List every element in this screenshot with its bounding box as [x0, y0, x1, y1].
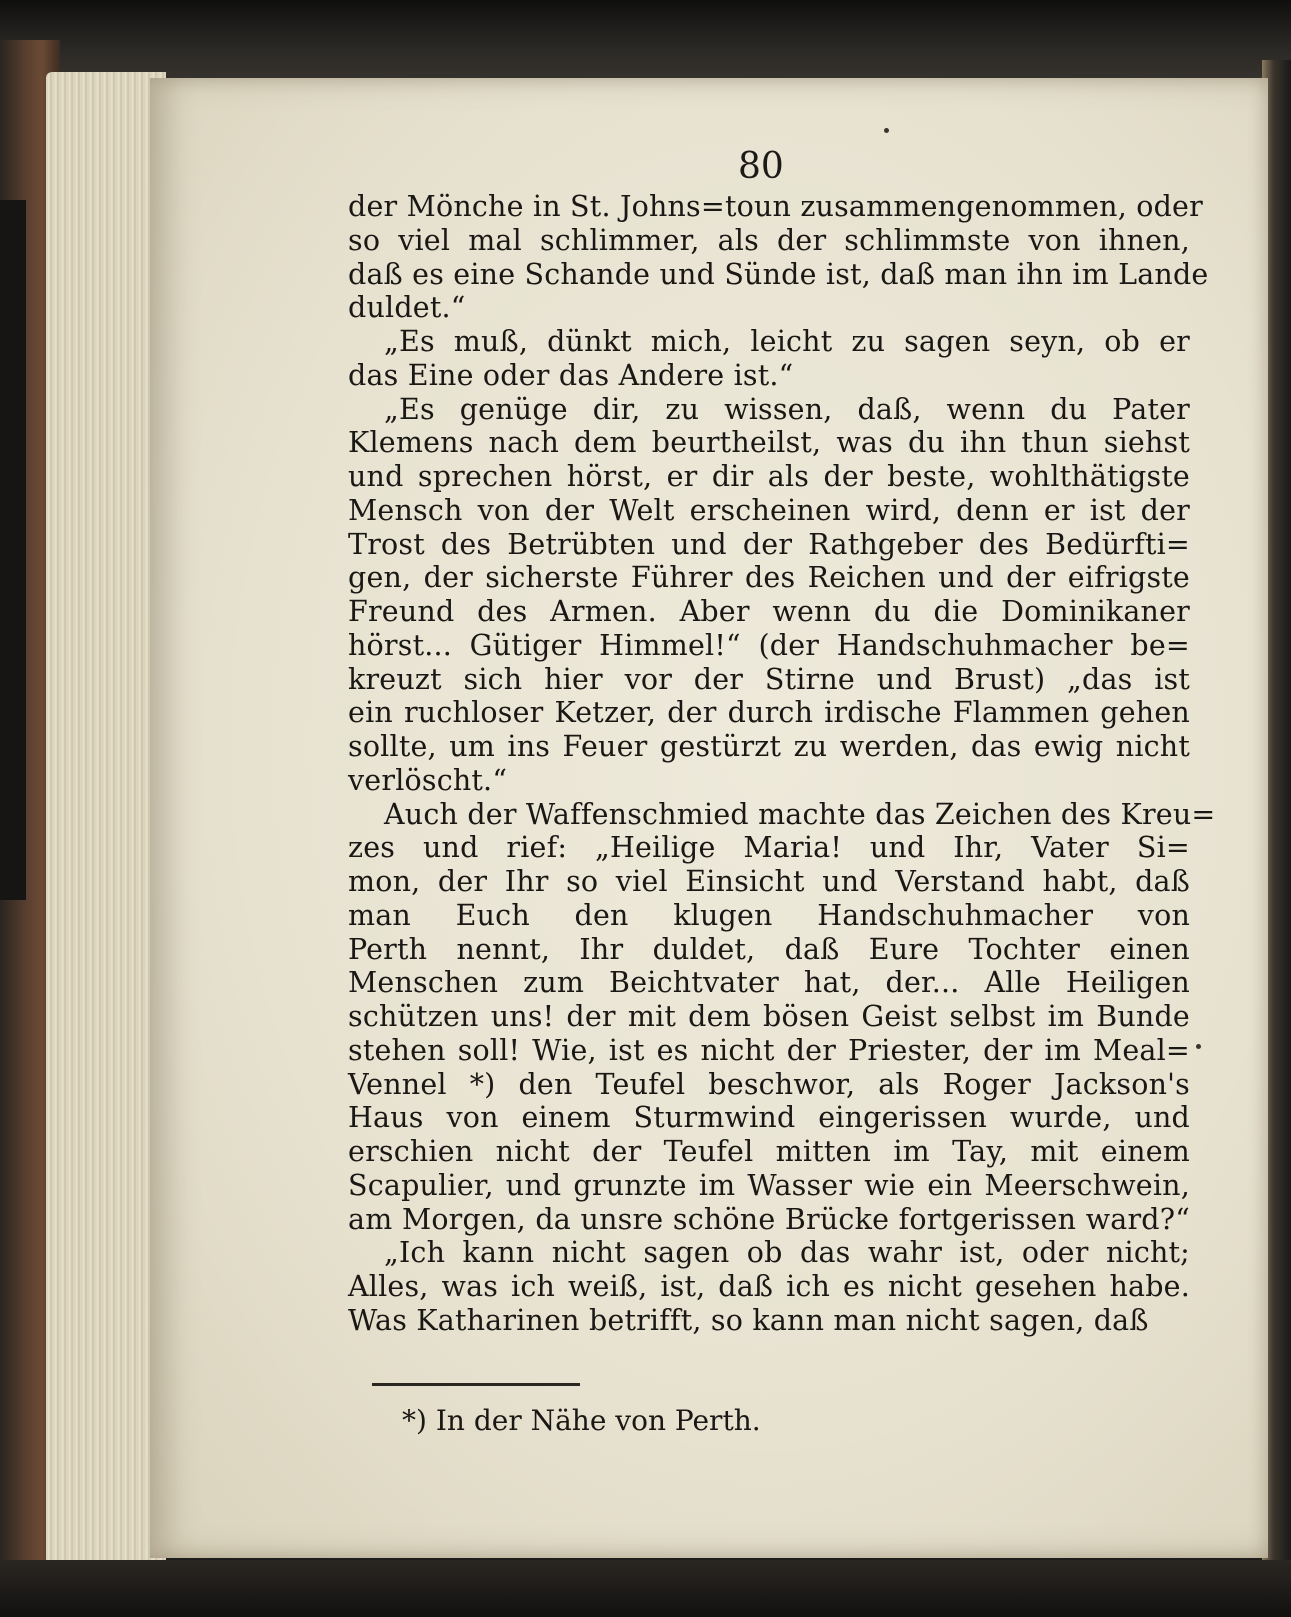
- text-line: erschien nicht der Teufel mitten im Tay, mit einem: [348, 1135, 1190, 1168]
- text-line: Freund des Armen. Aber wenn du die Dominikaner: [348, 595, 1190, 628]
- text-line: duldet.“: [348, 291, 466, 325]
- text-line: gen, der sicherste Führer des Reichen und der eifrigste: [348, 561, 1190, 595]
- text-line: zes und rief: „Heilige Maria! und Ihr, Vater Si=: [348, 831, 1190, 865]
- text-line: so viel mal schlimmer, als der schlimmste von ihnen,: [348, 223, 1190, 257]
- text-line: hörst... Gütiger Himmel!“ (der Handschuhmacher be=: [348, 628, 1190, 662]
- text-line: „Es muß, dünkt mich, leicht zu sagen seyn, ob er: [384, 325, 1190, 358]
- text-line: schützen uns! der mit dem bösen Geist selbst im Bunde: [348, 1000, 1190, 1033]
- text-line: Was Katharinen betrifft, so kann man nicht sagen, daß: [348, 1303, 1149, 1337]
- book-cover-bottom: [0, 1560, 1291, 1617]
- book-spine-shadow: [0, 200, 26, 900]
- text-line: Menschen zum Beichtvater hat, der... Alle Heiligen: [348, 966, 1190, 1000]
- text-line: Perth nennt, Ihr duldet, daß Eure Tochter einen: [348, 932, 1190, 966]
- text-line: kreuzt sich hier vor der Stirne und Brust) „das ist: [348, 662, 1190, 696]
- page-number: 80: [738, 146, 784, 187]
- ink-speck: [884, 128, 889, 133]
- page-edges: [46, 72, 166, 1570]
- footnote: *) In der Nähe von Perth.: [402, 1404, 761, 1437]
- text-line: Klemens nach dem beurtheilst, was du ihn thun siehst: [348, 426, 1190, 460]
- text-line: verlöscht.“: [348, 763, 508, 797]
- text-line: das Eine oder das Andere ist.“: [348, 358, 794, 392]
- text-line: Auch der Waffenschmied machte das Zeichen des Kreu=: [384, 797, 1216, 831]
- text-line: Mensch von der Welt erscheinen wird, denn er ist der: [348, 493, 1190, 527]
- text-line: „Ich kann nicht sagen ob das wahr ist, oder nicht;: [384, 1236, 1190, 1270]
- text-line: stehen soll! Wie, ist es nicht der Priester, der im Meal=: [348, 1033, 1190, 1067]
- text-line: am Morgen, da unsre schöne Brücke fortgerissen ward?“: [348, 1202, 1190, 1236]
- text-line: Haus von einem Sturmwind eingerissen wurde, und: [348, 1101, 1190, 1135]
- text-line: sollte, um ins Feuer gestürzt zu werden, das ewig nicht: [348, 730, 1190, 763]
- text-line: und sprechen hörst, er dir als der beste, wohlthätigste: [348, 460, 1190, 493]
- text-line: daß es eine Schande und Sünde ist, daß man ihn im Lande: [348, 257, 1209, 291]
- text-line: „Es genüge dir, zu wissen, daß, wenn du Pater: [384, 392, 1190, 426]
- ink-speck: [1196, 1044, 1201, 1049]
- footnote-rule: [372, 1383, 580, 1386]
- text-line: mon, der Ihr so viel Einsicht und Verstand habt, daß: [348, 865, 1190, 898]
- text-line: der Mönche in St. Johns=toun zusammengenommen, oder: [348, 190, 1203, 223]
- text-line: ein ruchloser Ketzer, der durch irdische Flammen gehen: [348, 696, 1190, 730]
- text-line: Trost des Betrübten und der Rathgeber des Bedürfti=: [348, 527, 1190, 561]
- book-cover-top: [0, 0, 1291, 90]
- text-line: Alles, was ich weiß, ist, daß ich es nicht gesehen habe.: [348, 1270, 1190, 1303]
- text-line: man Euch den klugen Handschuhmacher von: [348, 898, 1190, 932]
- text-line: Scapulier, und grunzte im Wasser wie ein Meerschwein,: [348, 1168, 1190, 1202]
- text-line: Vennel *) den Teufel beschwor, als Roger Jackson's: [348, 1067, 1190, 1101]
